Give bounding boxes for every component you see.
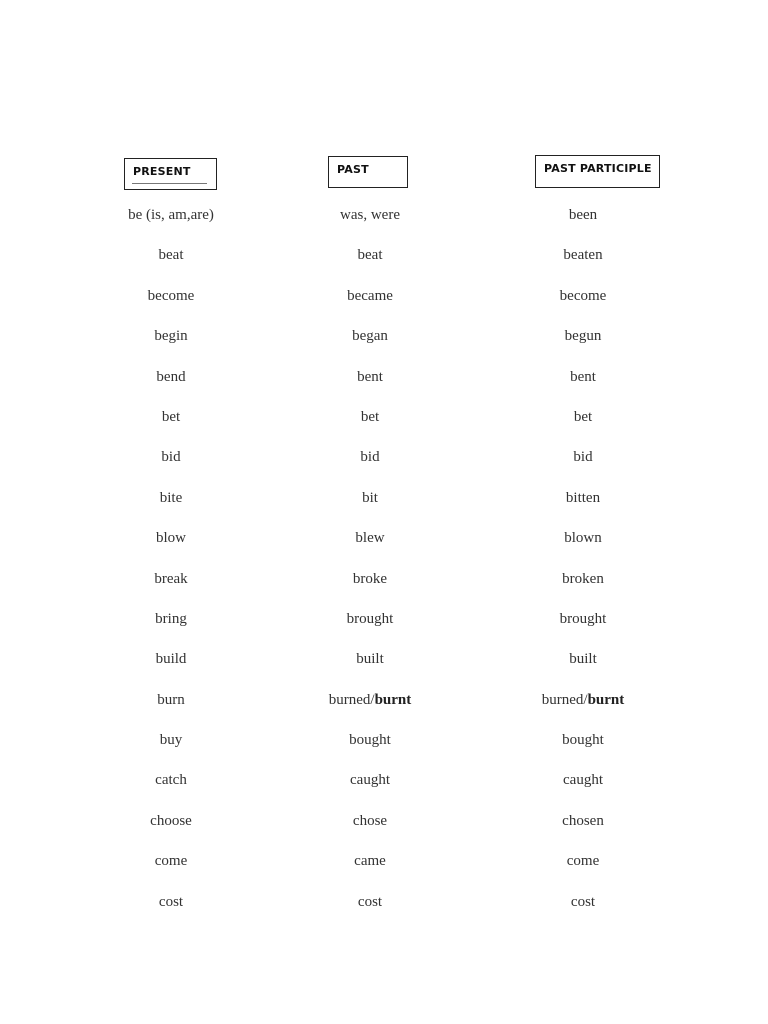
past-participle-cell [483, 207, 683, 224]
past-cell [270, 247, 470, 264]
past-participle-cell [483, 692, 683, 709]
past-cell [270, 692, 470, 709]
past-cell [270, 894, 470, 911]
past-cell [270, 772, 470, 789]
past-participle-cell [483, 853, 683, 870]
past-cell-text: became [347, 287, 393, 304]
past-cell-text: beat [357, 247, 383, 264]
present-cell [71, 328, 271, 345]
header-underline [132, 183, 207, 184]
past-participle-cell [483, 369, 683, 386]
header-past [328, 156, 408, 188]
header-present [124, 158, 217, 190]
present-cell-text: bite [159, 489, 183, 506]
past-cell [270, 288, 470, 305]
past-participle-cell [483, 772, 683, 789]
present-cell [71, 772, 271, 789]
past-participle-cell [483, 732, 683, 749]
present-cell-text: beat [158, 247, 184, 264]
past-participle-cell-text: chosen [562, 812, 604, 829]
present-cell-text: begin [154, 328, 188, 345]
past-participle-cell [483, 571, 683, 588]
past-participle-cell [483, 328, 683, 345]
present-cell-text: bring [155, 610, 187, 627]
present-cell-text: choose [150, 812, 192, 829]
past-cell-text: began [352, 328, 388, 345]
present-cell [71, 409, 271, 426]
past-cell [270, 369, 470, 386]
past-participle-cell-text: cost [570, 893, 596, 910]
past-cell-text: bet [360, 408, 380, 425]
present-cell [71, 530, 271, 547]
past-participle-cell [483, 894, 683, 911]
past-participle-cell-text: built [569, 651, 597, 668]
past-cell-text: bit [362, 489, 378, 506]
table-row [0, 402, 768, 442]
past-participle-cell [483, 651, 683, 668]
past-participle-cell-text: come [566, 853, 600, 870]
past-cell [270, 328, 470, 345]
table-row [0, 806, 768, 846]
past-participle-cell-text: broken [562, 570, 604, 587]
header-past-label: PAST [337, 163, 369, 176]
present-cell [71, 732, 271, 749]
table-row [0, 887, 768, 927]
past-participle-cell [483, 611, 683, 628]
past-participle-cell-text: blown [564, 530, 602, 547]
past-cell [270, 853, 470, 870]
past-participle-cell-text: begun [564, 328, 602, 345]
table-row [0, 846, 768, 886]
table-row [0, 362, 768, 402]
past-participle-cell-text: bet [573, 408, 593, 425]
past-participle-cell-text: burned/ [541, 691, 588, 708]
past-participle-cell-text: been [568, 207, 598, 223]
past-participle-cell-text: bent [570, 368, 596, 385]
past-cell-text: blew [355, 530, 385, 547]
table-row [0, 523, 768, 563]
present-cell [71, 813, 271, 830]
present-cell-text: bet [161, 408, 181, 425]
past-cell-text: cost [357, 893, 383, 910]
table-row [0, 240, 768, 280]
present-cell [71, 894, 271, 911]
present-cell [71, 571, 271, 588]
past-cell-text: bid [360, 449, 380, 466]
table-row [0, 321, 768, 361]
past-cell-text: broke [352, 570, 388, 587]
past-participle-cell-text: bitten [565, 489, 601, 506]
past-cell [270, 651, 470, 668]
present-cell-text: break [154, 570, 188, 587]
past-cell-text: caught [350, 772, 390, 789]
present-cell-text: burn [157, 691, 185, 708]
past-participle-cell [483, 409, 683, 426]
past-cell-text: bent [357, 368, 383, 385]
past-cell-bold-text: burnt [374, 691, 412, 708]
past-participle-cell [483, 813, 683, 830]
header-present-label: PRESENT [133, 165, 191, 178]
header-past-participle [535, 155, 660, 188]
past-participle-cell [483, 490, 683, 507]
present-cell [71, 853, 271, 870]
table-row [0, 442, 768, 482]
past-cell [270, 813, 470, 830]
past-cell-text: burned/ [328, 691, 375, 708]
past-cell [270, 530, 470, 547]
present-cell [71, 247, 271, 264]
table-row [0, 564, 768, 604]
table-row [0, 604, 768, 644]
past-cell-text: was, were [340, 207, 400, 223]
present-cell [71, 369, 271, 386]
past-cell-text: chose [352, 812, 388, 829]
table-row [0, 483, 768, 523]
past-cell-text: built [356, 651, 384, 668]
past-cell [270, 571, 470, 588]
present-cell [71, 449, 271, 466]
table-row [0, 281, 768, 321]
table-row [0, 725, 768, 765]
past-participle-cell [483, 449, 683, 466]
present-cell-text: cost [158, 893, 184, 910]
present-cell [71, 288, 271, 305]
present-cell [71, 490, 271, 507]
present-cell-text: buy [159, 732, 183, 749]
past-participle-cell-text: bid [573, 449, 593, 466]
past-cell [270, 490, 470, 507]
table-row [0, 200, 768, 240]
past-cell-text: brought [346, 610, 394, 627]
present-cell-text: catch [155, 772, 187, 789]
table-row [0, 685, 768, 725]
table-row [0, 644, 768, 684]
present-cell-text: be (is, am,are) [128, 207, 214, 223]
present-cell-text: bid [161, 449, 181, 466]
table-row [0, 765, 768, 805]
past-cell-text: came [354, 853, 386, 870]
past-participle-cell [483, 247, 683, 264]
present-cell [71, 611, 271, 628]
past-participle-cell [483, 530, 683, 547]
present-cell-text: build [155, 651, 187, 668]
past-cell [270, 207, 470, 224]
past-participle-cell-text: caught [563, 772, 603, 789]
present-cell [71, 207, 271, 224]
present-cell-text: blow [156, 530, 186, 547]
past-participle-cell [483, 288, 683, 305]
past-participle-cell-text: brought [559, 610, 607, 627]
present-cell [71, 651, 271, 668]
past-participle-cell-text: beaten [563, 247, 603, 264]
present-cell-text: become [147, 287, 195, 304]
past-cell [270, 449, 470, 466]
past-participle-cell-bold-text: burnt [587, 691, 625, 708]
past-cell [270, 732, 470, 749]
present-cell [71, 692, 271, 709]
past-cell-text: bought [349, 732, 391, 749]
header-past-participle-label: PAST PARTICIPLE [544, 162, 652, 175]
past-cell [270, 409, 470, 426]
present-cell-text: bend [156, 368, 186, 385]
verb-table [0, 200, 768, 927]
past-participle-cell-text: become [559, 287, 607, 304]
present-cell-text: come [154, 853, 188, 870]
past-participle-cell-text: bought [562, 732, 604, 749]
past-cell [270, 611, 470, 628]
